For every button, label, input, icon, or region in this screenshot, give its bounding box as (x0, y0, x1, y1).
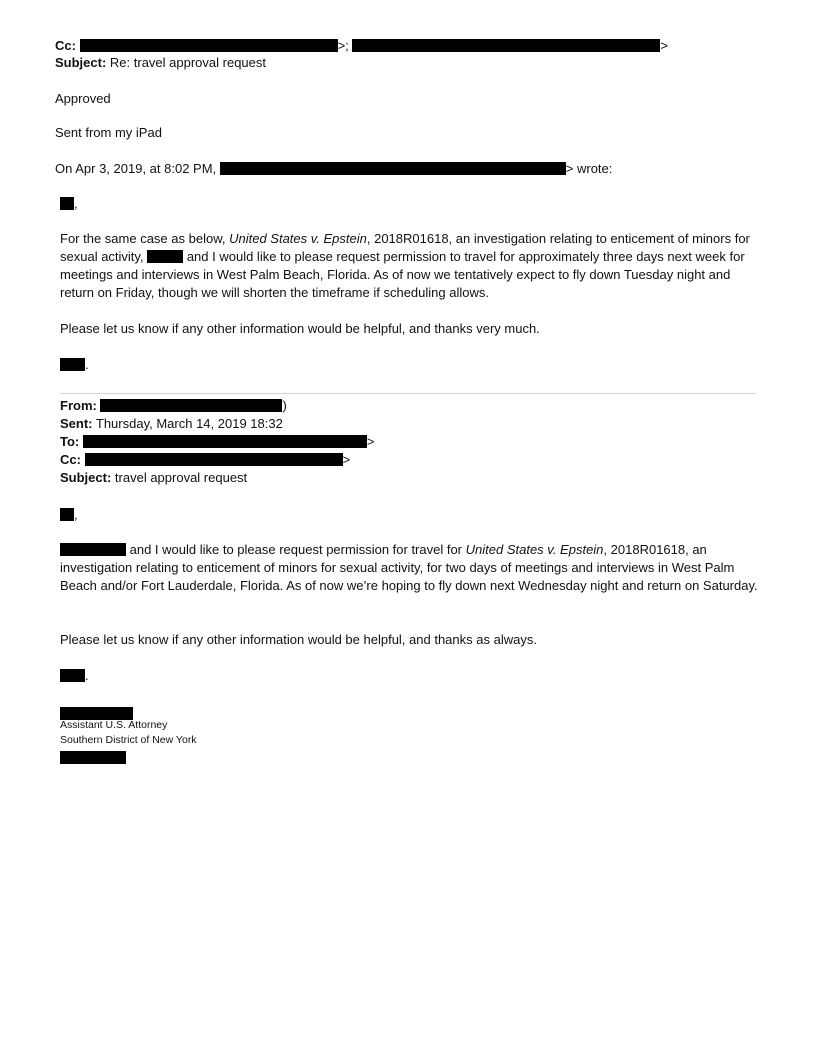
redaction-box (60, 508, 74, 521)
original-paragraph-2: Please let us know if any other information would be helpful, and thanks as always. (60, 632, 537, 647)
text-span: and I would like to please request permission for travel for (129, 542, 466, 557)
redaction-box (60, 197, 74, 210)
redaction-box (83, 435, 367, 448)
signature-title: Assistant U.S. Attorney (60, 719, 168, 731)
reply-greeting (60, 195, 78, 213)
sent-line (60, 415, 283, 433)
redaction-box (100, 399, 282, 412)
reply-paragraph-2: Please let us know if any other information would be helpful, and thanks very much. (60, 321, 540, 336)
case-name: United States v. Epstein (229, 231, 367, 246)
subject-value: travel approval request (114, 470, 248, 485)
text-span: , 2018R01618, an investigation relating to enticement of minors for sexual activity, (60, 231, 750, 264)
subject-label: Subject: (60, 470, 112, 485)
body-approved: Approved (55, 91, 111, 106)
redaction-box (147, 250, 183, 263)
from-label: From: (60, 398, 97, 413)
reply-paragraph-1 (60, 230, 760, 302)
original-greeting (60, 506, 78, 524)
signature-office: Southern District of New York (60, 734, 197, 746)
sent-value: Thursday, March 14, 2019 18:32 (95, 416, 283, 431)
redaction-box (220, 162, 566, 175)
text-span: and I would like to please request permission to travel for approximately three days next week for meetings and interviews in West Palm Beach, Florida. As of now we tentatively expect to fly down Tuesday night and return on Friday, though we will shorten the timeframe if scheduling allows. (60, 249, 745, 300)
redaction-box (60, 669, 85, 682)
divider (60, 393, 756, 394)
wrote-prefix: On Apr 3, 2019, at 8:02 PM, (55, 161, 217, 176)
to-tail: > (366, 434, 375, 449)
subject-line-original (60, 469, 247, 487)
cc-end: > (660, 38, 669, 53)
redaction-box (352, 39, 660, 52)
to-label: To: (60, 434, 80, 449)
from-line (60, 397, 287, 415)
sign-tail: . (85, 357, 89, 372)
cc-separator: >; (337, 38, 349, 53)
subject-value: Re: travel approval request (109, 55, 267, 70)
redaction-box (80, 39, 338, 52)
text-span: For the same case as below, (60, 231, 230, 246)
redaction-box (60, 751, 126, 764)
greeting-tail: , (74, 196, 78, 211)
cc-label: Cc: (60, 452, 81, 467)
original-signoff (60, 667, 89, 685)
redaction-box (60, 543, 126, 556)
original-paragraph-1 (60, 541, 760, 595)
body-sent-from: Sent from my iPad (55, 125, 162, 140)
cc-line-original (60, 451, 350, 469)
cc-tail: > (342, 452, 351, 467)
text-span: , 2018R01618, an investigation relating to enticement of minors for sexual activity, for two days of meetings and interviews in West Palm Beach and/or Fort Lauderdale, Florida. As of now we’re hoping to fly down next Wednesday night and return on Saturday. (60, 542, 758, 593)
sign-tail: . (85, 668, 89, 683)
cc-label: Cc: (55, 38, 76, 53)
subject-line (55, 54, 266, 72)
redaction-box (60, 358, 85, 371)
reply-signoff (60, 356, 89, 374)
subject-label: Subject: (55, 55, 107, 70)
wrote-line (55, 160, 612, 178)
wrote-suffix: > wrote: (565, 161, 613, 176)
redaction-box (85, 453, 343, 466)
from-tail: ) (282, 398, 287, 413)
greeting-tail: , (74, 507, 78, 522)
sent-label: Sent: (60, 416, 93, 431)
case-name: United States v. Epstein (465, 542, 604, 557)
signature-contact-redaction (60, 749, 126, 767)
cc-line (55, 37, 668, 55)
to-line (60, 433, 374, 451)
